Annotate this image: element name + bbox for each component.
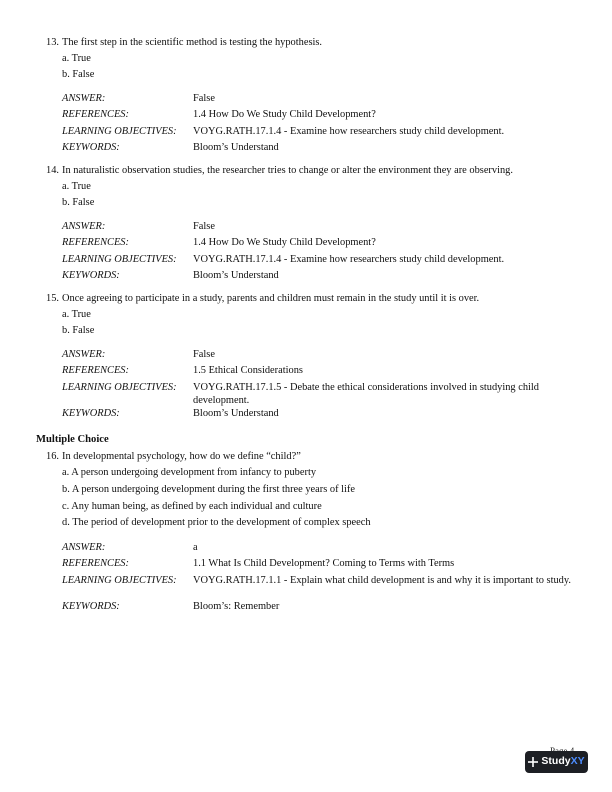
option-b: b. A person undergoing development during the first three years of life	[62, 484, 355, 495]
keywords-value: Bloom’s Understand	[193, 269, 279, 281]
answer-metadata	[62, 220, 592, 285]
references-label: REFERENCES:	[62, 365, 129, 377]
option-c: c. Any human being, as defined by each individual and culture	[62, 501, 322, 512]
answer-label: ANSWER:	[62, 93, 106, 104]
answer-metadata	[62, 348, 592, 423]
answer-value: False	[193, 93, 215, 104]
section-heading-multiple-choice: Multiple Choice	[36, 434, 109, 445]
answer-label: ANSWER:	[62, 349, 106, 360]
question-text: 16. In developmental psychology, how do we define “child?”	[46, 451, 301, 462]
option-a: a. True	[62, 53, 91, 64]
references-value: 1.4 How Do We Study Child Development?	[193, 109, 376, 121]
option-d: d. The period of development prior to the development of complex speech	[62, 517, 371, 528]
objectives-value: VOYG.RATH.17.1.5 - Debate the ethical considerations involved in studying child development.	[193, 381, 539, 406]
references-value: 1.5 Ethical Considerations	[193, 365, 303, 377]
keywords-label: KEYWORDS:	[62, 269, 120, 281]
keywords-value: Bloom’s: Remember	[193, 600, 280, 612]
keywords-label: KEYWORDS:	[62, 600, 120, 612]
objectives-label: LEARNING OBJECTIVES:	[62, 125, 177, 137]
option-a: a. A person undergoing development from infancy to puberty	[62, 467, 317, 478]
answer-metadata	[62, 541, 592, 616]
plus-icon	[528, 757, 538, 767]
keywords-label: KEYWORDS:	[62, 407, 120, 419]
objectives-label: LEARNING OBJECTIVES:	[62, 381, 177, 393]
keywords-label: KEYWORDS:	[62, 141, 120, 153]
answer-value: False	[193, 349, 215, 360]
question-text: 14. In naturalistic observation studies, the researcher tries to change or alter the environment they are observing.	[46, 165, 513, 176]
objectives-value: VOYG.RATH.17.1.1 - Explain what child development is and why it is important to study.	[193, 574, 571, 586]
objectives-value: VOYG.RATH.17.1.4 - Examine how researchers study child development.	[193, 125, 505, 137]
keywords-value: Bloom’s Understand	[193, 407, 279, 419]
answer-metadata	[62, 92, 592, 157]
objectives-label: LEARNING OBJECTIVES:	[62, 253, 177, 265]
answer-label: ANSWER:	[62, 542, 106, 553]
option-a: a. True	[62, 181, 91, 192]
keywords-value: Bloom’s Understand	[193, 141, 279, 153]
references-label: REFERENCES:	[62, 558, 129, 570]
objectives-label: LEARNING OBJECTIVES:	[62, 574, 177, 586]
option-a: a. True	[62, 309, 91, 320]
answer-value: False	[193, 221, 215, 232]
studyxy-badge[interactable]	[525, 751, 588, 773]
answer-value: a	[193, 542, 198, 553]
references-value: 1.4 How Do We Study Child Development?	[193, 237, 376, 249]
option-b: b. False	[62, 197, 95, 208]
references-value: 1.1 What Is Child Development? Coming to Terms with Terms	[193, 558, 455, 570]
objectives-value: VOYG.RATH.17.1.4 - Examine how researchers study child development.	[193, 253, 505, 265]
question-text: 15. Once agreeing to participate in a study, parents and children must remain in the study until it is over.	[46, 293, 480, 304]
answer-label: ANSWER:	[62, 221, 106, 232]
references-label: REFERENCES:	[62, 109, 129, 121]
option-b: b. False	[62, 325, 95, 336]
option-b: b. False	[62, 69, 95, 80]
brand-name: StudyXY	[541, 755, 585, 768]
references-label: REFERENCES:	[62, 237, 129, 249]
question-text: 13. The first step in the scientific method is testing the hypothesis.	[46, 37, 323, 48]
